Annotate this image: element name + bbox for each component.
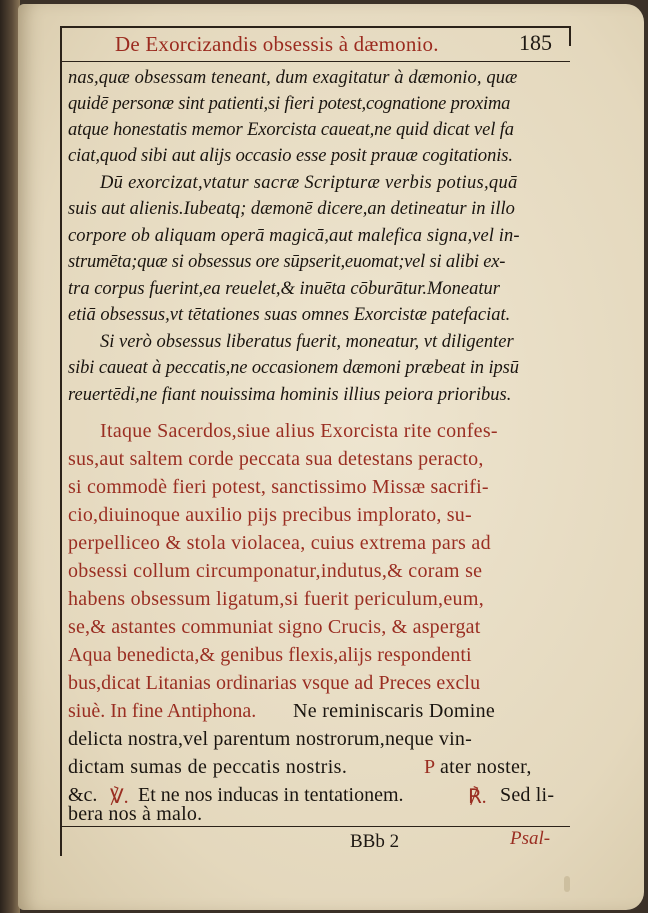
text-line: perpelliceo & stola violacea, cuius extrema pars ad [68, 532, 491, 554]
text-line: ater noster, [440, 756, 532, 778]
catchword: Psal- [510, 828, 551, 849]
text-line: &c. [68, 784, 98, 806]
text-line: Sed li- [500, 784, 555, 806]
running-head: De Exorcizandis obsessis à dæmonio. [115, 32, 439, 56]
frame-header-rule [60, 61, 570, 62]
text-line: atque honestatis memor Exorcista caueat,ne quid dicat vel fa [68, 120, 514, 140]
frame-top-rule [60, 26, 570, 28]
text-line: corpore ob aliquam operā magicā,aut malefica signa,vel in- [68, 226, 520, 246]
text-line: obsessi collum circumponatur,indutus,& coram se [68, 560, 483, 582]
text-line: strumēta;quæ si obsessus ore sūpserit,euomat;vel si alibi ex- [68, 252, 506, 272]
text-line: habens obsessum ligatum,si fuerit periculum,eum, [68, 588, 484, 610]
text-line: siuè. In fine Antiphona. [68, 700, 257, 722]
text-line: etiā obsessus,vt tētationes suas omnes Exorcistæ patefaciat. [68, 305, 511, 325]
text-line: Si verò obsessus liberatus fuerit, moneatur, vt diligenter [100, 332, 514, 352]
text-line: nas,quæ obsessam teneant, dum exagitatur à dæmonio, quæ [68, 68, 518, 88]
text-line: suis aut alienis.Iubeatq; dæmonē dicere,an detineatur in illo [68, 199, 515, 219]
text-line: P [424, 756, 436, 778]
text-line: se,& astantes communiat signo Crucis, & aspergat [68, 616, 481, 638]
text-line: Itaque Sacerdos,siue alius Exorcista rite confes- [100, 420, 498, 442]
text-line: Aqua benedicta,& genibus flexis,alijs respondenti [68, 644, 472, 666]
book-spine [0, 0, 20, 913]
text-line: Et ne nos inducas in tentationem. [138, 784, 404, 806]
page-number: 185 [519, 30, 552, 55]
text-line: sibi caueat à peccatis,ne occasionem dæmoni præbeat in ipsū [68, 358, 519, 378]
signature-mark: BBb 2 [350, 831, 400, 852]
text-line: Dū exorcizat,vtatur sacræ Scripturæ verbis potius,quā [100, 173, 518, 193]
versicle-symbol: ℣. [110, 786, 129, 808]
text-line: delicta nostra,vel parentum nostrorum,neque vin- [68, 728, 472, 750]
text-line: Ne reminiscaris Domine [293, 700, 496, 722]
response-symbol: ℟. [468, 786, 487, 808]
text-line: bus,dicat Litanias ordinarias vsque ad Preces exclu [68, 672, 481, 694]
paper-stain [564, 876, 570, 892]
frame-left-rule [60, 26, 62, 856]
text-line: bera nos à malo. [68, 803, 203, 825]
frame-right-rule [569, 26, 571, 46]
text-line: ciat,quod sibi aut alijs occasio esse posit prauæ cogitationis. [68, 146, 513, 166]
text-line: reuertēdi,ne fiant nouissima hominis illius peiora prioribus. [68, 385, 512, 405]
text-line: quidē personæ sint patienti,si fieri potest,cognatione proxima [68, 94, 511, 114]
text-line: si commodè fieri potest, sanctissimo Missæ sacrifi- [68, 476, 489, 498]
frame-bottom-rule [60, 826, 570, 827]
text-line: sus,aut saltem corde peccata sua detestans peracto, [68, 448, 484, 470]
text-line: tra corpus fuerint,ea reuelet,& inuēta cōburātur.Moneatur [68, 279, 500, 299]
text-line: dictam sumas de peccatis nostris. [68, 756, 348, 778]
text-line: cio,diuinoque auxilio pijs precibus implorato, su- [68, 504, 472, 526]
